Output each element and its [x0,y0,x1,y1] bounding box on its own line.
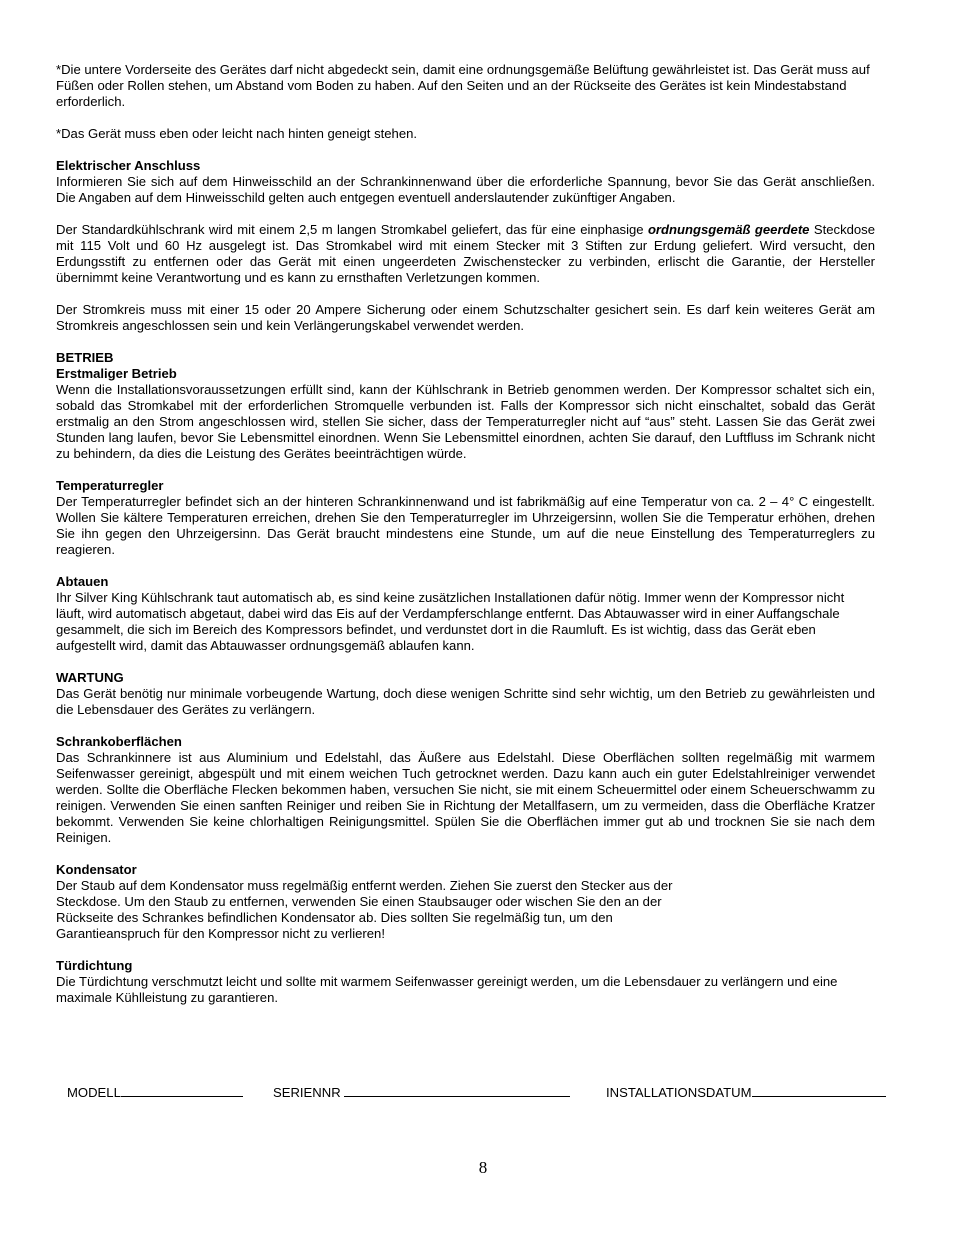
section-betrieb [56,350,875,462]
text-run: Steckdose mit 115 Volt und 60 Hz ausgelegt ist. Das Stromkabel wird mit einem Stecker mit 3 Stiften zur Erdung geliefert. Wird versucht, den Erdungsstift zu entfernen oder das Gerät mit einen ungeerdeten Zwischenstecker zu verbinden, erlischt die Garantie, der Hersteller übernimmt keine Verantwortung und es kann zu ernsthaften Verletzungen kommen. [56,222,876,285]
section-heading: Schrankoberflächen [56,734,182,749]
paragraph [56,222,875,286]
section-heading: Türdichtung [56,958,133,973]
paragraph: Wenn die Installationsvoraussetzungen erfüllt sind, kann der Kühlschrank in Betrieb genommen werden. Der Kompressor schaltet sich ein, sobald das Stromkabel mit der erforderlichen Stromquelle verbunden ist. Falls der Kompressor sich nicht einschaltet, sobald das Gerät erstmalig an den Strom angeschlossen wird, stellen Sie sicher, dass der Temperaturregler nicht auf “aus” steht. Lassen Sie das Gerät zwei Stunden lang laufen, bevor Sie Lebensmittel einordnen. Wenn Sie Lebensmittel einordnen, achten Sie darauf, den Luftfluss im Schrank nicht zu behindern, da dies die Leistung des Gerätes beeinträchtigen würde. [56,382,875,461]
section-heading: Elektrischer Anschluss [56,158,201,173]
modell-field[interactable] [67,1082,243,1100]
installationsdatum-field[interactable] [606,1082,886,1100]
seriennr-label: SERIENNR [273,1085,341,1100]
section-wartung [56,670,875,718]
section-kondensator [56,862,875,942]
paragraph: Der Temperaturregler befindet sich an der hinteren Schrankinnenwand und ist fabrikmäßig auf eine Temperatur von ca. 2 – 4° C eingestellt. Wollen Sie kältere Temperaturen erreichen, drehen Sie den Temperaturregler im Uhrzeigersinn, wollen Sie die Temperatur erhöhen, drehen Sie ihn gegen den Uhrzeigersinn. Das Gerät braucht mindestens eine Stunde, um auf die neue Einstellung des Temperaturreglers zu reagieren. [56,494,875,557]
section-elektrischer-anschluss [56,158,875,334]
section-subheading: Erstmaliger Betrieb [56,366,177,381]
installationsdatum-input-line[interactable] [752,1082,886,1097]
section-tuerdichtung [56,958,875,1006]
installationsdatum-label: INSTALLATIONSDATUM [606,1085,752,1100]
paragraph: Die Türdichtung verschmutzt leicht und sollte mit warmem Seifenwasser gereinigt werden, um die Lebensdauer zu verlängern und eine maximale Kühlleistung zu garantieren. [56,974,838,1005]
text-line: Garantieanspruch für den Kompressor nicht zu verlieren! [56,926,385,941]
section-heading: Temperaturregler [56,478,164,493]
section-schrankoberflaechen [56,734,875,846]
seriennr-field[interactable] [273,1082,570,1100]
text-run: Der Standardkühlschrank wird mit einem 2,5 m langen Stromkabel geliefert, das für eine einphasige [56,222,648,237]
text-line: Der Staub auf dem Kondensator muss regelmäßig entfernt werden. Ziehen Sie zuerst den Stecker aus der [56,878,673,893]
emphasis-text: ordnungsgemäß geerdete [647,222,810,237]
paragraph: Ihr Silver King Kühlschrank taut automatisch ab, es sind keine zusätzlichen Installationen dafür nötig. Immer wenn der Kompressor nicht läuft, wird automatisch abgetaut, dabei wird das Eis auf der Verdampferschlange entfernt. Das Abtauwasser wird in einer Auffangschale gesammelt, die sich im Bereich des Kompressors befindet, und verdunstet dort in die Raumluft. Es ist wichtig, dass das Gerät eben aufgestellt wird, damit das Abtauwasser ordnungsgemäß ablaufen kann. [56,590,845,653]
section-heading: WARTUNG [56,670,124,685]
intro-paragraph-1: *Die untere Vorderseite des Gerätes darf nicht abgedeckt sein, damit eine ordnungsgemäße Belüftung gewährleistet ist. Das Gerät muss auf Füßen oder Rollen stehen, um Abstand vom Boden zu haben. Auf den Seiten und an der Rückseite des Gerätes ist kein Mindestabstand erforderlich. [56,62,870,109]
paragraph: Der Stromkreis muss mit einer 15 oder 20 Ampere Sicherung oder einem Schutzschalter gesichert sein. Es darf kein weiteres Gerät am Stromkreis angeschlossen sein und kein Verlängerungskabel verwendet werden. [56,302,875,333]
modell-label: MODELL [67,1085,121,1100]
page-number: 8 [478,1158,488,1177]
section-temperaturregler [56,478,875,558]
text-line: Steckdose. Um den Staub zu entfernen, verwenden Sie einen Staubsauger oder wischen Sie den an der [56,894,662,909]
paragraph: Informieren Sie sich auf dem Hinweisschild an der Schrankinnenwand über die erforderliche Spannung, bevor Sie das Gerät anschließen. Die Angaben auf dem Hinweisschild gelten auch entgegen eventuell anderslautender zukünftiger Angaben. [56,174,875,205]
modell-input-line[interactable] [121,1082,243,1097]
paragraph: Das Schrankinnere ist aus Aluminium und Edelstahl, das Äußere aus Edelstahl. Diese Oberflächen sollten regelmäßig mit warmem Seifenwasser gereinigt, abgespült und mit einem weichen Tuch getrocknet werden. Dazu kann auch ein guter Edelstahlreiniger verwendet werden. Sollte die Oberfläche Flecken bekommen haben, versuchen Sie nicht, sie mit einem Scheuermittel oder einem Scheuerschwamm zu reinigen. Verwenden Sie einen sanften Reiniger und reiben Sie in Richtung der Metallfasern, um zu vermeiden, dass die Oberfläche Kratzer bekommt. Verwenden Sie keine chlorhaltigen Reinigungsmittel. Spülen Sie die Oberflächen immer gut ab und trocknen Sie sie nach dem Reinigen. [56,750,875,845]
intro-paragraph-2: *Das Gerät muss eben oder leicht nach hinten geneigt stehen. [56,126,418,141]
paragraph: Das Gerät benötig nur minimale vorbeugende Wartung, doch diese wenigen Schritte sind sehr wichtig, um den Betrieb zu gewährleisten und die Lebensdauer des Gerätes zu verlängern. [56,686,875,717]
text-line: Rückseite des Schrankes befindlichen Kondensator ab. Dies sollten Sie regelmäßig tun, um den [56,910,613,925]
section-abtauen [56,574,875,654]
section-heading: Kondensator [56,862,137,877]
seriennr-input-line[interactable] [344,1082,570,1097]
section-heading: BETRIEB [56,350,114,365]
section-heading: Abtauen [56,574,109,589]
document-body [56,62,875,1006]
